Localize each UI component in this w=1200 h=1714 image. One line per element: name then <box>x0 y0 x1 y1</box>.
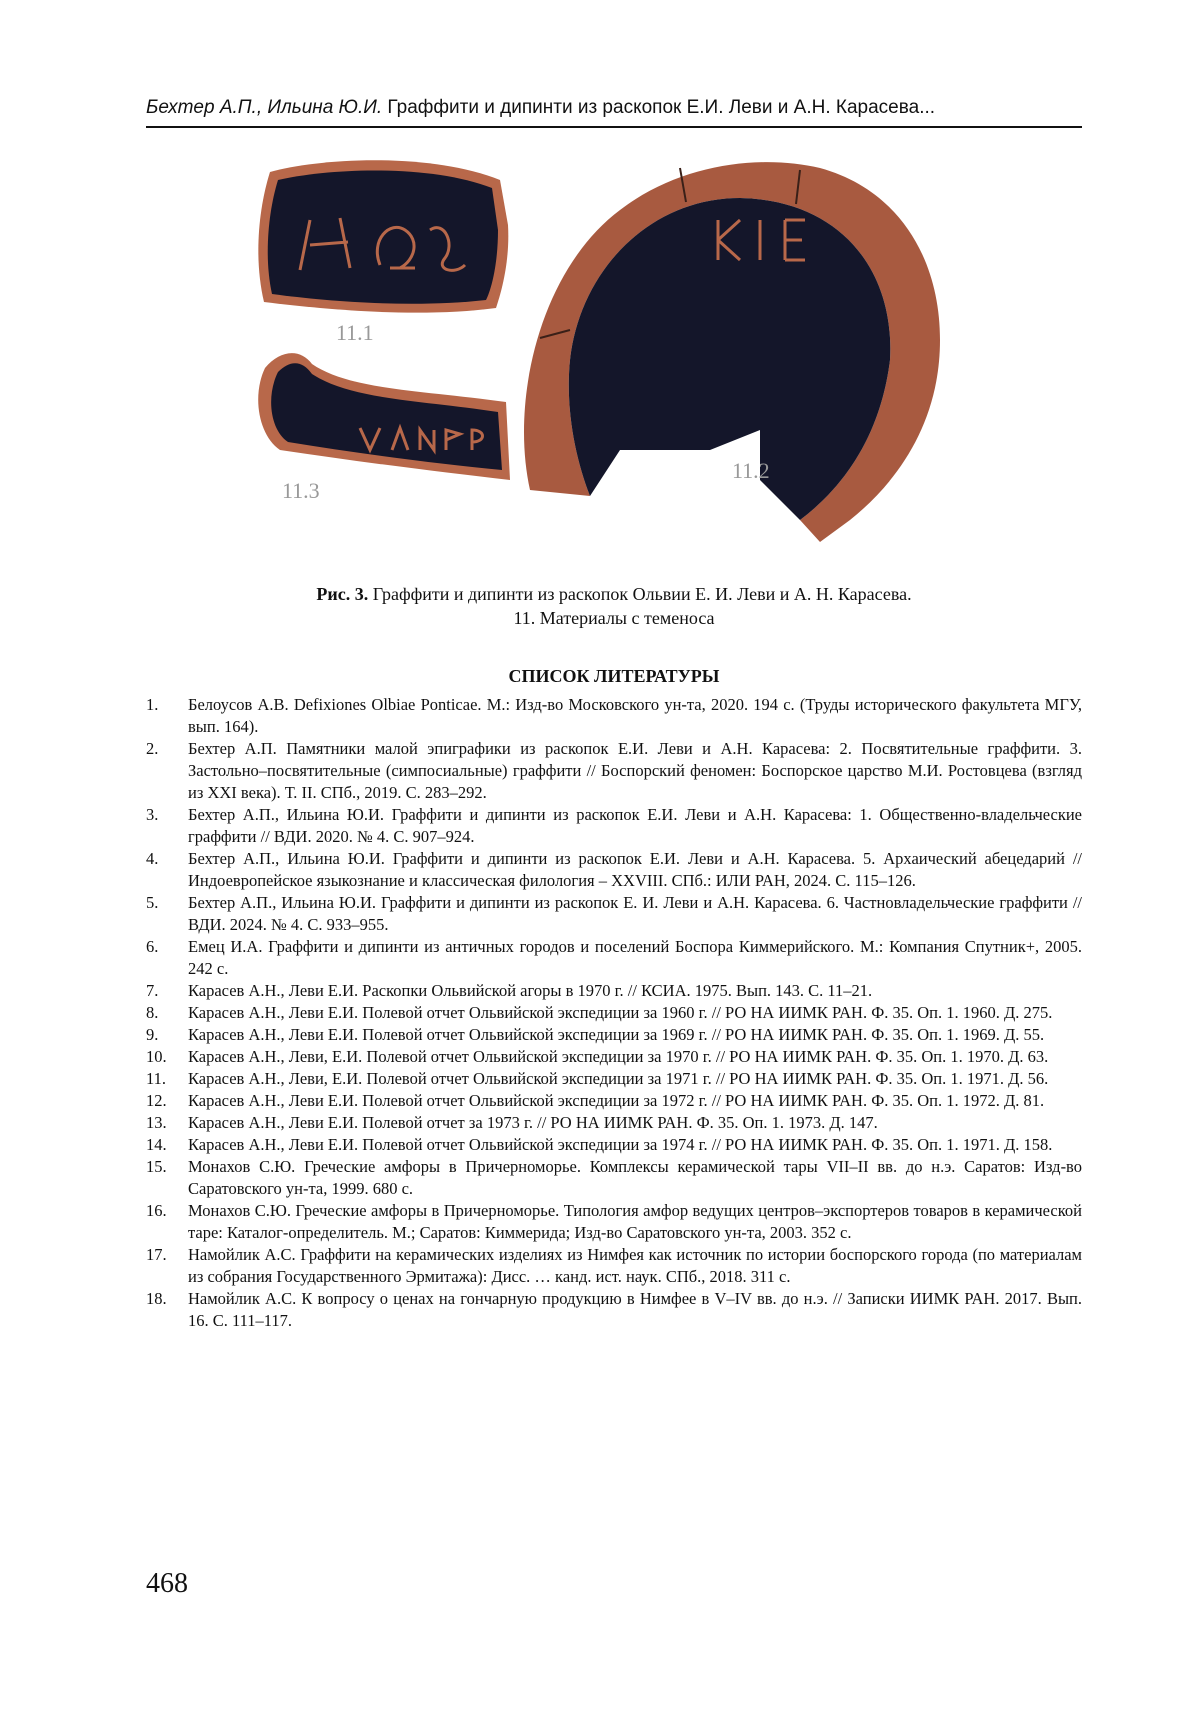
reference-item <box>146 980 1082 1002</box>
reference-number: 13. <box>146 1113 167 1132</box>
reference-number: 16. <box>146 1201 167 1220</box>
figure-photos <box>240 150 1000 570</box>
reference-number: 9. <box>146 1025 159 1044</box>
reference-item <box>146 1024 1082 1046</box>
reference-item <box>146 1156 1082 1200</box>
reference-text: Бехтер А.П., Ильина Ю.И. Граффити и дипинти из раскопок Е.И. Леви и А.Н. Карасева. 5. Архаический абецедарий // Индоевропейское языкознание и классическая филология – XXVIII. СПб.: ИЛИ РАН, 2024. С. 115–126. <box>188 849 1082 890</box>
reference-number: 14. <box>146 1135 167 1154</box>
reference-item <box>146 1068 1082 1090</box>
reference-text: Карасев А.Н., Леви Е.И. Полевой отчет Ольвийской экспедиции за 1969 г. // РО НА ИИМК РАН. Ф. 35. Оп. 1. 1969. Д. 55. <box>188 1025 1045 1044</box>
label-11-3: 11.3 <box>282 478 320 503</box>
reference-item <box>146 936 1082 980</box>
reference-number: 3. <box>146 805 159 824</box>
reference-item <box>146 738 1082 804</box>
reference-text: Монахов С.Ю. Греческие амфоры в Причерноморье. Комплексы керамической тары VII–II вв. до н.э. Саратов: Изд-во Саратовского ун-та, 1999. 680 с. <box>188 1157 1082 1198</box>
bibliography-list <box>146 694 1082 1332</box>
header-authors: Бехтер А.П., Ильина Ю.И. <box>146 97 383 118</box>
reference-item <box>146 1046 1082 1068</box>
figure-caption <box>146 582 1082 630</box>
reference-item <box>146 1134 1082 1156</box>
running-header <box>146 96 1082 128</box>
reference-item <box>146 1200 1082 1244</box>
reference-number: 4. <box>146 849 159 868</box>
reference-item <box>146 848 1082 892</box>
reference-text: Карасев А.Н., Леви Е.И. Полевой отчет Ольвийской экспедиции за 1960 г. // РО НА ИИМК РАН. Ф. 35. Оп. 1. 1960. Д. 275. <box>188 1003 1053 1022</box>
figure-3 <box>240 150 1000 570</box>
reference-text: Намойлик А.С. Граффити на керамических изделиях из Нимфея как источник по истории боспорского города (по материалам из собрания Государственного Эрмитажа): Дисс. … канд. ист. наук. СПб., 2018. 311 с. <box>188 1245 1082 1286</box>
fragment-11-2 <box>524 162 940 550</box>
label-11-1: 11.1 <box>336 320 374 345</box>
reference-text: Карасев А.Н., Леви, Е.И. Полевой отчет Ольвийской экспедиции за 1970 г. // РО НА ИИМК РАН. Ф. 35. Оп. 1. 1970. Д. 63. <box>188 1047 1049 1066</box>
reference-text: Бехтер А.П., Ильина Ю.И. Граффити и дипинти из раскопок Е. И. Леви и А.Н. Карасева. 6. Частновладельческие граффити // ВДИ. 2024. № 4. С. 933–955. <box>188 893 1082 934</box>
caption-label: Рис. 3. <box>316 584 369 604</box>
reference-text: Намойлик А.С. К вопросу о ценах на гончарную продукцию в Нимфее в V–IV вв. до н.э. // Записки ИИМК РАН. 2017. Вып. 16. С. 111–117. <box>188 1289 1082 1330</box>
caption-text-1: Граффити и дипинти из раскопок Ольвии Е. И. Леви и А. Н. Карасева. <box>372 584 912 604</box>
reference-text: Белоусов А.В. Defixiones Olbiae Ponticae. М.: Изд-во Московского ун-та, 2020. 194 с. (Труды исторического факультета МГУ, вып. 164). <box>188 695 1082 736</box>
reference-text: Монахов С.Ю. Греческие амфоры в Причерноморье. Типология амфор ведущих центров–экспортеров товаров в керамической таре: Каталог-определитель. М.; Саратов: Киммерида; Изд-во Саратовского ун-та, 2003. 352 с. <box>188 1201 1082 1242</box>
reference-text: Емец И.А. Граффити и дипинти из античных городов и поселений Боспора Киммерийского. М.: Компания Спутник+, 2005. 242 с. <box>188 937 1082 978</box>
reference-item <box>146 1288 1082 1332</box>
reference-number: 17. <box>146 1245 167 1264</box>
reference-text: Карасев А.Н., Леви Е.И. Полевой отчет Ольвийской экспедиции за 1972 г. // РО НА ИИМК РАН. Ф. 35. Оп. 1. 1972. Д. 81. <box>188 1091 1045 1110</box>
reference-number: 11. <box>146 1069 167 1088</box>
reference-item <box>146 1090 1082 1112</box>
caption-line-1 <box>146 582 1082 606</box>
fragment-11-3 <box>258 353 510 480</box>
reference-item <box>146 804 1082 848</box>
bibliography-title: СПИСОК ЛИТЕРАТУРЫ <box>508 666 720 686</box>
reference-number: 18. <box>146 1289 167 1308</box>
reference-text: Карасев А.Н., Леви Е.И. Полевой отчет за 1973 г. // РО НА ИИМК РАН. Ф. 35. Оп. 1. 1973. Д. 147. <box>188 1113 878 1132</box>
caption-line-2: 11. Материалы с теменоса <box>513 608 715 628</box>
reference-number: 2. <box>146 739 159 758</box>
reference-number: 15. <box>146 1157 167 1176</box>
reference-text: Карасев А.Н., Леви, Е.И. Полевой отчет Ольвийской экспедиции за 1971 г. // РО НА ИИМК РАН. Ф. 35. Оп. 1. 1971. Д. 56. <box>188 1069 1049 1088</box>
label-11-2: 11.2 <box>732 458 770 483</box>
reference-item <box>146 1112 1082 1134</box>
reference-number: 6. <box>146 937 159 956</box>
reference-number: 1. <box>146 695 159 714</box>
reference-item <box>146 1002 1082 1024</box>
reference-number: 7. <box>146 981 159 1000</box>
reference-item <box>146 694 1082 738</box>
page-number: 468 <box>146 1568 188 1599</box>
reference-item <box>146 1244 1082 1288</box>
reference-number: 12. <box>146 1091 167 1110</box>
reference-number: 5. <box>146 893 159 912</box>
reference-number: 8. <box>146 1003 159 1022</box>
reference-text: Карасев А.Н., Леви Е.И. Раскопки Ольвийской агоры в 1970 г. // КСИА. 1975. Вып. 143. С. 11–21. <box>188 981 873 1000</box>
reference-item <box>146 892 1082 936</box>
reference-text: Карасев А.Н., Леви Е.И. Полевой отчет Ольвийской экспедиции за 1974 г. // РО НА ИИМК РАН. Ф. 35. Оп. 1. 1971. Д. 158. <box>188 1135 1053 1154</box>
reference-text: Бехтер А.П., Ильина Ю.И. Граффити и дипинти из раскопок Е.И. Леви и А.Н. Карасева: 1. Общественно-владельческие граффити // ВДИ. 2020. № 4. С. 907–924. <box>188 805 1082 846</box>
reference-number: 10. <box>146 1047 167 1066</box>
reference-text: Бехтер А.П. Памятники малой эпиграфики из раскопок Е.И. Леви и А.Н. Карасева: 2. Посвятительные граффити. 3. Застольно–посвятительные (симпосиальные) граффити // Боспорский феномен: Боспорское царство М.И. Ростовцева (взгляд из XXI века). Т. II. СПб., 2019. С. 283–292. <box>188 739 1082 802</box>
fragment-11-1 <box>258 160 508 312</box>
header-title: Граффити и дипинти из раскопок Е.И. Леви и А.Н. Карасева... <box>387 97 936 118</box>
